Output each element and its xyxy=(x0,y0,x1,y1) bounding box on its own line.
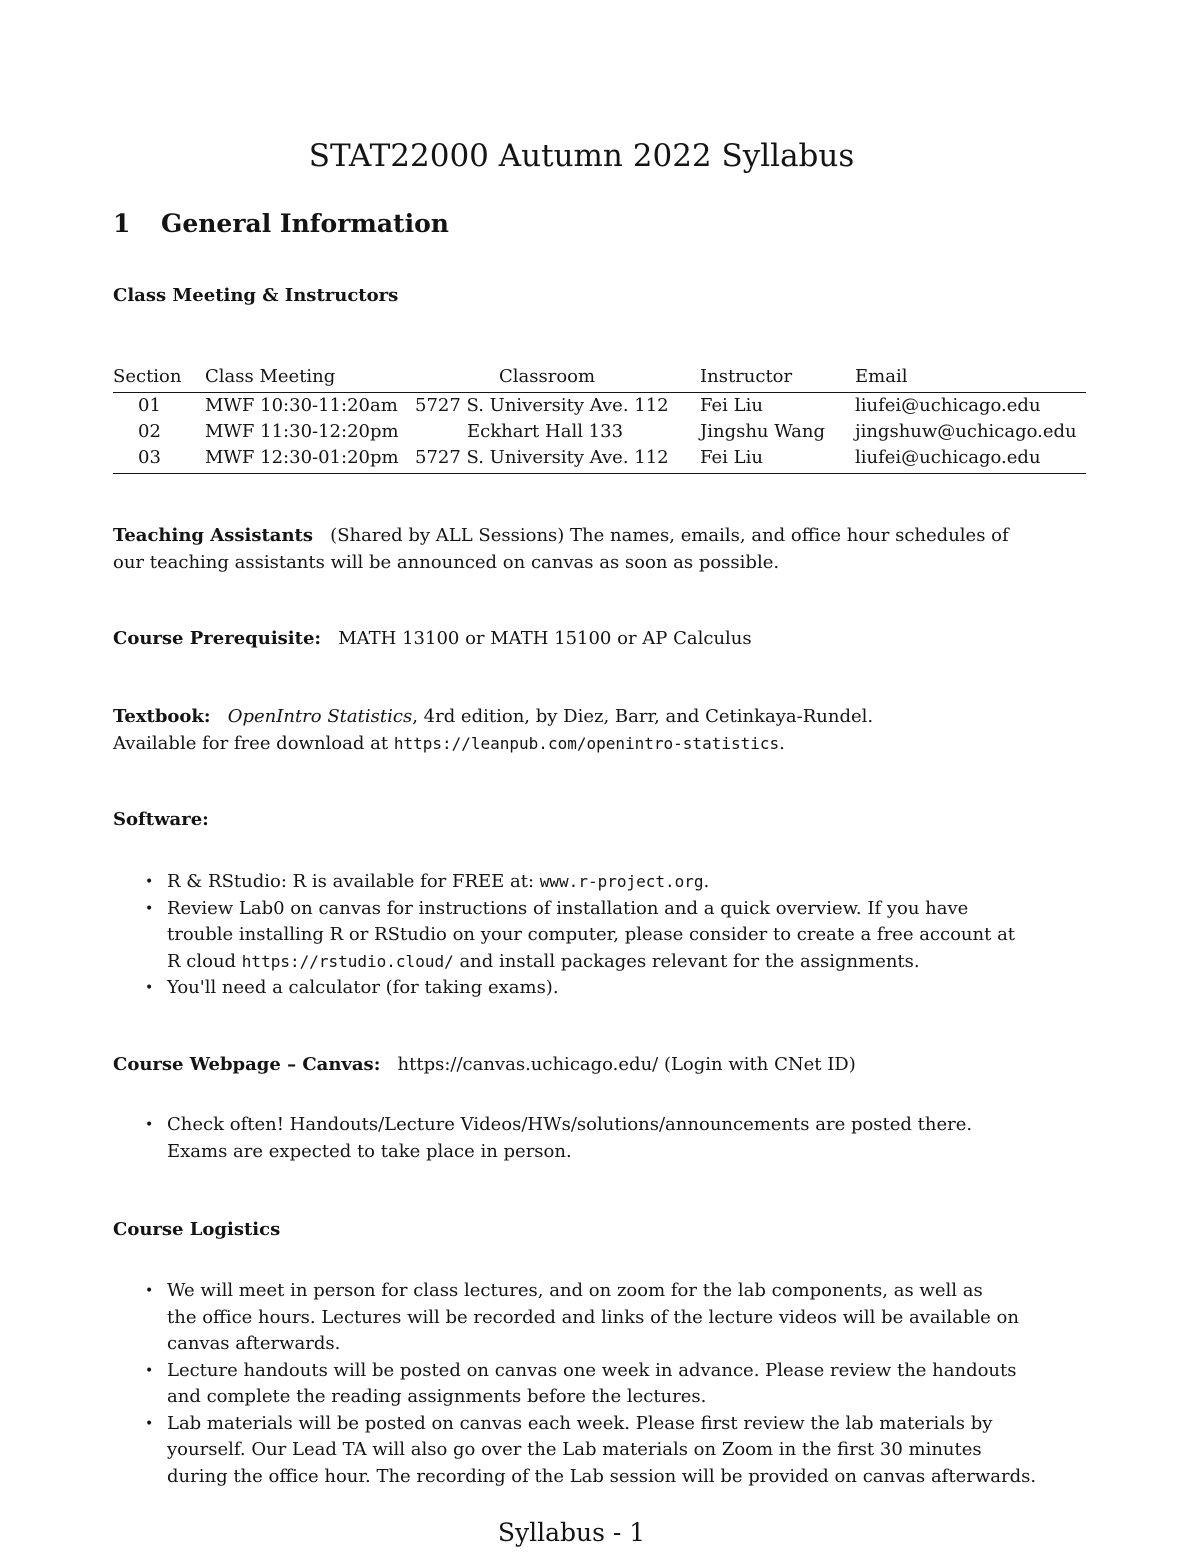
logistics-item-line: canvas afterwards. xyxy=(167,1333,341,1354)
canvas-link[interactable]: https://canvas.uchicago.edu/ (Login with CNet ID) xyxy=(397,1054,856,1075)
logistics-item-line: Lecture handouts will be posted on canvas one week in advance. Please review the handouts xyxy=(167,1359,1017,1381)
bullet-icon: • xyxy=(145,1117,154,1133)
webpage-item-line: Exams are expected to take place in person. xyxy=(167,1140,572,1162)
table-header-section: Section xyxy=(113,366,182,387)
cell-section: 03 xyxy=(138,447,161,468)
table-row xyxy=(113,419,1086,445)
webpage-label: Course Webpage – Canvas: xyxy=(113,1054,381,1075)
table-row xyxy=(113,393,1086,419)
software-item-line: Review Lab0 on canvas for instructions of installation and a quick overview. If you have xyxy=(167,897,969,919)
class-meeting-heading: Class Meeting & Instructors xyxy=(113,285,399,306)
cell-email: liufei@uchicago.edu xyxy=(855,395,1041,416)
logistics-item-line: yourself. Our Lead TA will also go over the Lab materials on Zoom in the first 30 minutes xyxy=(167,1439,982,1460)
cell-instructor: Fei Liu xyxy=(700,395,763,416)
logistics-list xyxy=(145,1278,1045,1490)
table-bottom-rule xyxy=(113,473,1086,474)
table-row xyxy=(113,445,1086,471)
prerequisite-paragraph xyxy=(113,625,752,652)
software-item-line: trouble installing R or RStudio on your computer, please consider to create a free account at xyxy=(167,924,1016,945)
page-title: STAT22000 Autumn 2022 Syllabus xyxy=(308,138,855,174)
logistics-item-line: and complete the reading assignments before the lectures. xyxy=(167,1386,707,1407)
software-item-text: You'll need a calculator (for taking exams). xyxy=(167,977,559,998)
teaching-assistants-label: Teaching Assistants xyxy=(113,525,313,546)
cell-classroom: Eckhart Hall 133 xyxy=(467,421,624,442)
list-item xyxy=(145,896,1045,976)
table-header-class-meeting: Class Meeting xyxy=(205,366,336,387)
bullet-icon: • xyxy=(145,874,154,890)
software-item-text: R & RStudio: R is available for FREE at: xyxy=(167,871,540,892)
page-footer: Syllabus - 1 xyxy=(497,1518,646,1547)
software-item-text: and install packages relevant for the assignments. xyxy=(453,950,920,972)
logistics-item-line: during the office hour. The recording of the Lab session will be provided on canvas afterwards. xyxy=(167,1465,1037,1487)
bullet-icon: • xyxy=(145,1283,154,1299)
teaching-assistants-text-1: (Shared by ALL Sessions) The names, emails, and office hour schedules of xyxy=(330,525,1009,546)
logistics-heading: Course Logistics xyxy=(113,1219,281,1240)
software-list xyxy=(145,869,1045,1002)
cell-email: jingshuw@uchicago.edu xyxy=(855,421,1077,442)
textbook-title: OpenIntro Statistics xyxy=(227,706,413,727)
teaching-assistants-text-2: our teaching assistants will be announced on canvas as soon as possible. xyxy=(113,552,780,573)
section-title: General Information xyxy=(161,209,449,238)
prerequisite-label: Course Prerequisite: xyxy=(113,628,322,649)
list-item xyxy=(145,869,1045,896)
r-project-link[interactable]: www.r-project.org xyxy=(539,872,704,891)
table-header-email: Email xyxy=(855,366,908,387)
cell-classroom: 5727 S. University Ave. 112 xyxy=(415,447,669,468)
list-item xyxy=(145,1411,1045,1491)
cell-section: 01 xyxy=(138,395,161,416)
software-heading: Software: xyxy=(113,809,209,830)
cell-section: 02 xyxy=(138,421,161,442)
cell-classroom: 5727 S. University Ave. 112 xyxy=(415,395,669,416)
bullet-icon: • xyxy=(145,980,154,996)
logistics-item-line: We will meet in person for class lectures, and on zoom for the lab components, as well as xyxy=(167,1280,983,1301)
prerequisite-text: MATH 13100 or MATH 15100 or AP Calculus xyxy=(338,628,752,649)
textbook-availability: Available for free download at xyxy=(113,733,394,754)
list-item xyxy=(145,975,1045,1002)
list-item xyxy=(145,1358,1045,1411)
logistics-item-line: Lab materials will be posted on canvas each week. Please first review the lab materials by xyxy=(167,1412,993,1434)
rstudio-cloud-link[interactable]: https://rstudio.cloud/ xyxy=(241,951,454,971)
table-header-instructor: Instructor xyxy=(700,366,793,387)
cell-class-meeting: MWF 10:30-11:20am xyxy=(205,395,398,416)
software-item-text: R cloud xyxy=(167,950,242,972)
list-item xyxy=(145,1278,1045,1358)
bullet-icon: • xyxy=(145,1415,154,1432)
list-item xyxy=(145,1112,1045,1165)
bullet-icon: • xyxy=(145,900,154,917)
textbook-details: , 4rd edition, by Diez, Barr, and Cetinkaya-Rundel. xyxy=(412,706,874,727)
textbook-url-link[interactable]: https://leanpub.com/openintro-statistics xyxy=(393,734,780,753)
webpage-item-line: Check often! Handouts/Lecture Videos/HWs/solutions/announcements are posted there. xyxy=(167,1114,973,1135)
table-header-row xyxy=(113,364,1086,390)
webpage-paragraph xyxy=(113,1051,856,1078)
bullet-icon: • xyxy=(145,1362,154,1379)
textbook-label: Textbook: xyxy=(113,706,211,727)
teaching-assistants-paragraph xyxy=(113,522,1043,576)
webpage-list xyxy=(145,1112,1045,1165)
cell-class-meeting: MWF 11:30-12:20pm xyxy=(205,421,399,442)
software-item-period: . xyxy=(703,871,710,892)
cell-class-meeting: MWF 12:30-01:20pm xyxy=(205,447,399,468)
cell-email: liufei@uchicago.edu xyxy=(855,447,1041,468)
cell-instructor: Fei Liu xyxy=(700,447,763,468)
logistics-item-line: the office hours. Lectures will be recorded and links of the lecture videos will be available on xyxy=(167,1306,1019,1328)
cell-instructor: Jingshu Wang xyxy=(700,421,826,442)
textbook-period: . xyxy=(779,733,785,754)
textbook-paragraph xyxy=(113,703,1043,757)
table-header-classroom: Classroom xyxy=(499,366,596,387)
section-number: 1 xyxy=(113,209,131,238)
